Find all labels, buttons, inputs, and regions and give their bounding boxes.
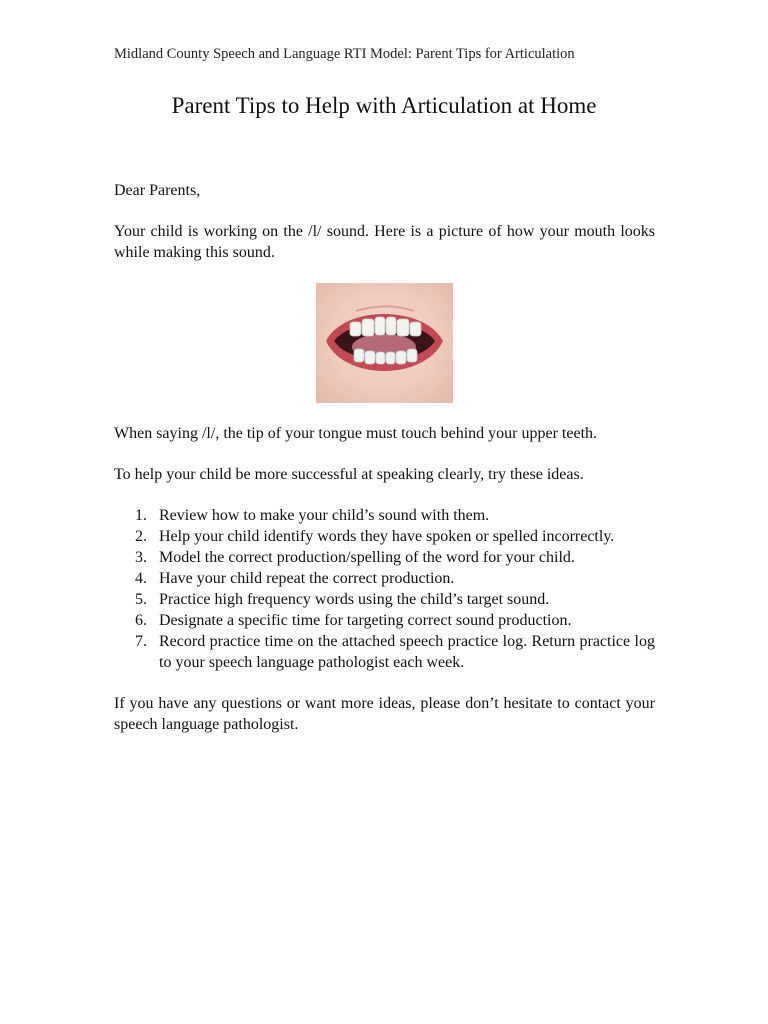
list-number: 6. (135, 612, 147, 629)
mouth-illustration (316, 283, 453, 403)
list-number: 4. (135, 570, 147, 587)
list-item (114, 610, 655, 631)
list-item-text: Help your child identify words they have spoken or spelled incorrectly. (159, 528, 615, 545)
list-number: 2. (135, 528, 147, 545)
list-item (114, 568, 655, 589)
list-item (114, 505, 655, 526)
list-number: 3. (135, 549, 147, 566)
salutation: Dear Parents, (114, 182, 201, 199)
document-title: Parent Tips to Help with Articulation at Home (171, 93, 597, 118)
document-body (114, 180, 655, 735)
running-header: Midland County Speech and Language RTI Model: Parent Tips for Articulation (114, 46, 575, 62)
list-number: 7. (135, 633, 147, 650)
list-item-text: Practice high frequency words using the child’s target sound. (159, 591, 550, 608)
lip-highlight (356, 307, 414, 312)
help-intro-paragraph: To help your child be more successful at speaking clearly, try these ideas. (114, 466, 584, 483)
list-item (114, 547, 655, 568)
list-item-text: Review how to make your child’s sound with them. (159, 507, 490, 524)
intro-paragraph: Your child is working on the /l/ sound. Here is a picture of how your mouth looks while making this sound. (114, 223, 655, 261)
ideas-list (114, 505, 655, 673)
list-number: 5. (135, 591, 147, 608)
list-item (114, 631, 655, 673)
list-item-text: Have your child repeat the correct production. (159, 570, 455, 587)
closing-paragraph: If you have any questions or want more ideas, please don’t hesitate to contact your speech language pathologist. (114, 695, 655, 733)
mouth-photo (316, 283, 453, 403)
tongue-paragraph: When saying /l/, the tip of your tongue must touch behind your upper teeth. (114, 425, 598, 442)
list-item (114, 526, 655, 547)
list-number: 1. (135, 507, 147, 524)
list-item (114, 589, 655, 610)
list-item-text: Model the correct production/spelling of the word for your child. (159, 549, 575, 566)
list-item-text: Record practice time on the attached speech practice log. Return practice log to your speech language pathologist each week. (159, 633, 655, 671)
list-item-text: Designate a specific time for targeting correct sound production. (159, 612, 572, 629)
